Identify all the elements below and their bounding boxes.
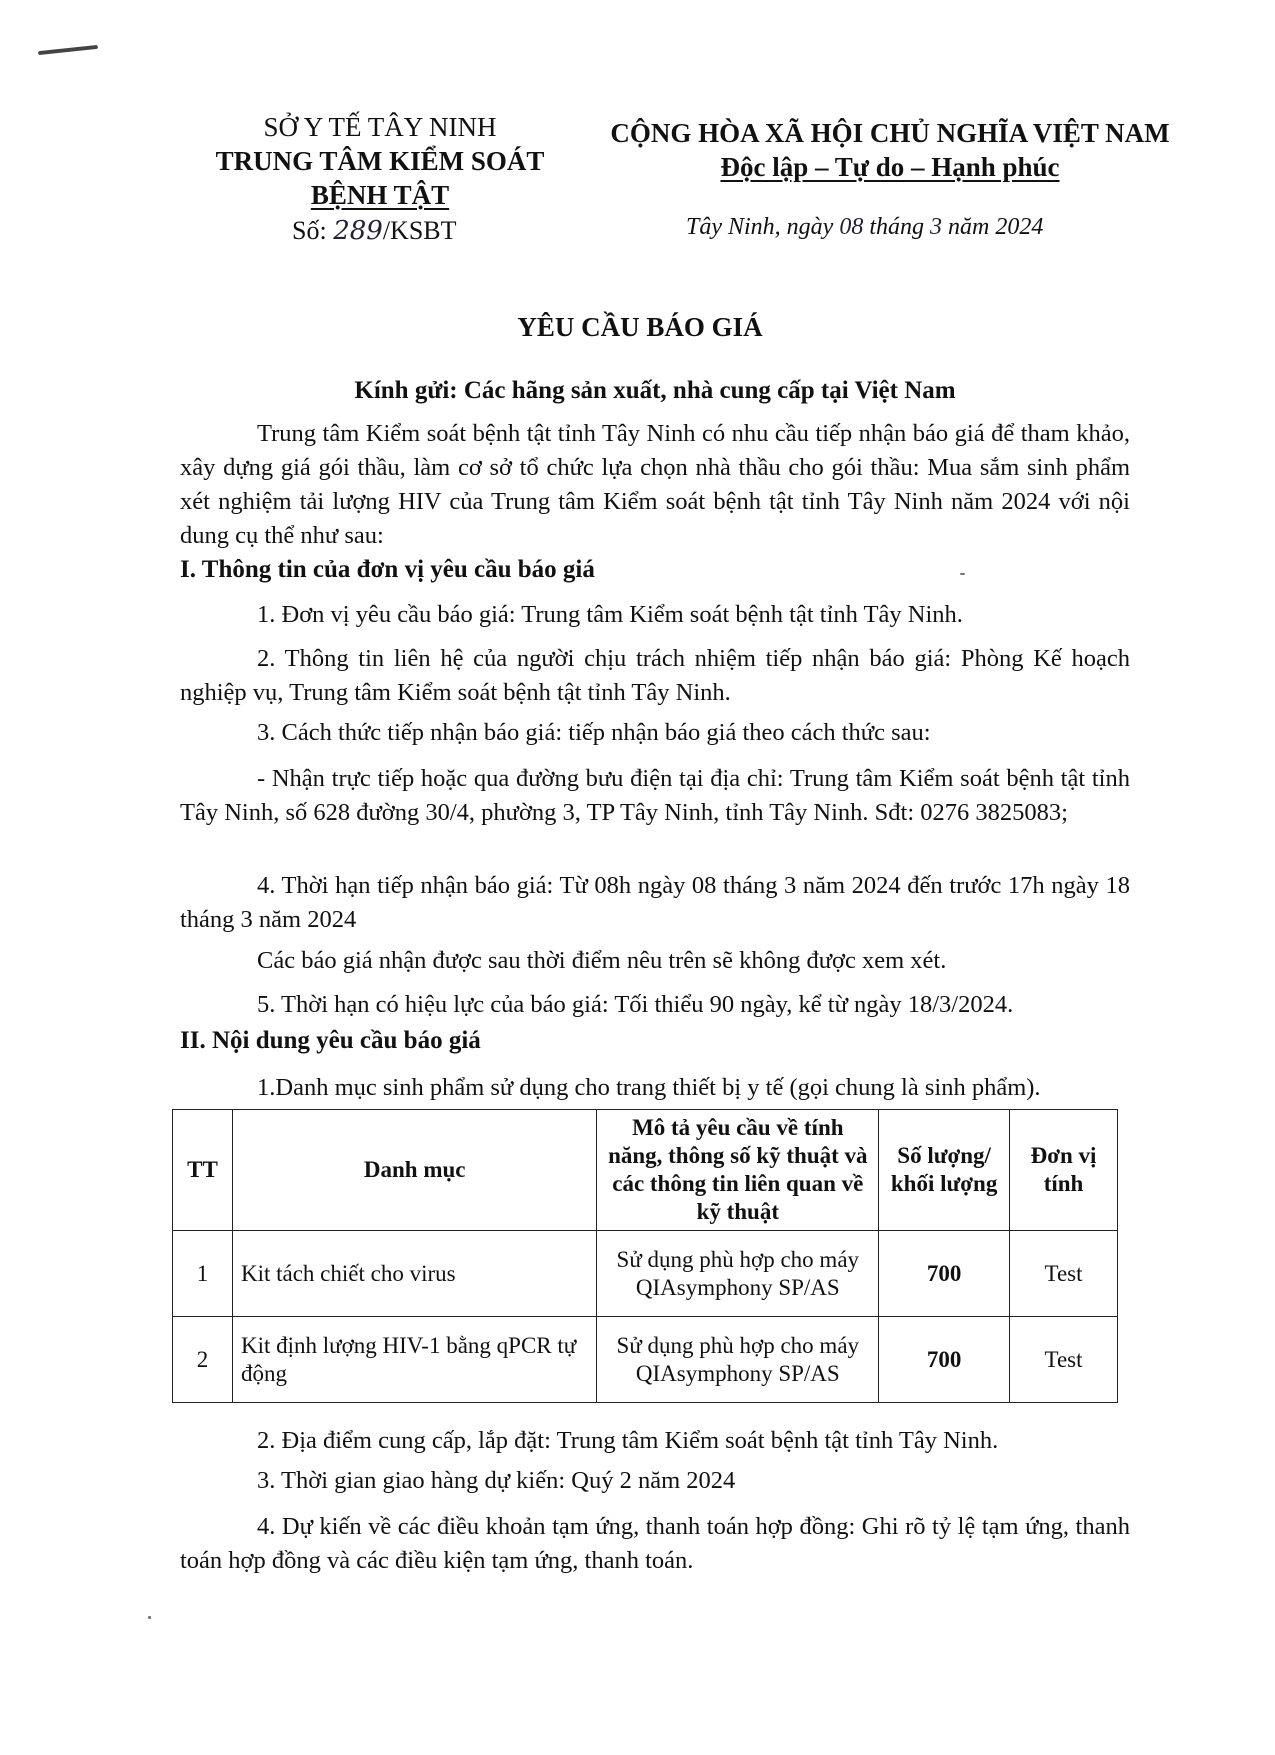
date-day: 08: [839, 214, 864, 240]
section1-heading: I. Thông tin của đơn vị yêu cầu báo giá: [180, 556, 595, 583]
cell-quantity: 700: [879, 1317, 1010, 1403]
agency-name: TRUNG TÂM KIỂM SOÁT: [215, 146, 545, 176]
header-tt: TT: [173, 1110, 233, 1231]
agency-name-cont: BỆNH TẬT: [310, 180, 450, 210]
cell-item: Kit tách chiết cho virus: [232, 1231, 596, 1317]
cell-unit: Test: [1010, 1231, 1118, 1317]
date-place: Tây Ninh, ngày: [686, 214, 834, 240]
section1-item3: 3. Cách thức tiếp nhận báo giá: tiếp nhận báo giá theo cách thức sau:: [257, 719, 931, 746]
number-handwritten: 289: [333, 216, 383, 246]
document-date: [686, 210, 1206, 244]
agency-parent: SỞ Y TẾ TÂY NINH: [263, 112, 497, 142]
scan-speck: [960, 573, 965, 575]
section2-item3: 3. Thời gian giao hàng dự kiến: Quý 2 năm 2024: [257, 1467, 736, 1494]
cell-item: Kit định lượng HIV-1 bằng qPCR tự động: [232, 1317, 596, 1403]
cell-description: Sử dụng phù hợp cho máy QIAsymphony SP/AS: [597, 1317, 879, 1403]
date-year: năm 2024: [948, 214, 1044, 240]
national-header: [590, 116, 1190, 184]
recipient-line: Kính gửi: Các hãng sản xuất, nhà cung cấp tại Việt Nam: [354, 377, 956, 404]
agency-header: [190, 110, 570, 212]
section1-item4: 4. Thời hạn tiếp nhận báo giá: Từ 08h ngày 08 tháng 3 năm 2024 đến trước 17h ngày 18 tháng 3 năm 2024: [180, 872, 1130, 933]
pen-stroke-mark: [38, 45, 98, 55]
cell-unit: Test: [1010, 1317, 1118, 1403]
section1-item3-detail: - Nhận trực tiếp hoặc qua đường bưu điện tại địa chỉ: Trung tâm Kiểm soát bệnh tật tỉnh Tây Ninh, số 628 đường 30/4, phường 3, TP Tây Ninh, tỉnh Tây Ninh. Sđt: 0276 3825083;: [180, 765, 1130, 826]
section2-item2: 2. Địa điểm cung cấp, lắp đặt: Trung tâm Kiểm soát bệnh tật tỉnh Tây Ninh.: [257, 1427, 999, 1454]
header-item: Danh mục: [232, 1110, 596, 1231]
cell-description: Sử dụng phù hợp cho máy QIAsymphony SP/AS: [597, 1231, 879, 1317]
table-row: [173, 1317, 1118, 1403]
date-month: 3: [930, 214, 942, 240]
section1-item2: 2. Thông tin liên hệ của người chịu trách nhiệm tiếp nhận báo giá: Phòng Kế hoạch nghiệp vụ, Trung tâm Kiểm soát bệnh tật tỉnh Tây Ninh.: [180, 645, 1130, 706]
number-label: Số:: [292, 216, 327, 245]
number-suffix: /KSBT: [382, 216, 457, 245]
section1-item5: 5. Thời hạn có hiệu lực của báo giá: Tối thiểu 90 ngày, kể từ ngày 18/3/2024.: [257, 991, 1014, 1018]
header-unit: Đơn vị tính: [1010, 1110, 1118, 1231]
national-motto: Độc lập – Tự do – Hạnh phúc: [720, 152, 1060, 182]
section1-item4-note: Các báo giá nhận được sau thời điểm nêu trên sẽ không được xem xét.: [257, 947, 947, 974]
header-quantity: Số lượng/ khối lượng: [879, 1110, 1010, 1231]
document-number: [292, 214, 592, 248]
section2-item1: 1.Danh mục sinh phẩm sử dụng cho trang thiết bị y tế (gọi chung là sinh phẩm).: [257, 1074, 1041, 1101]
cell-tt: 2: [173, 1317, 233, 1403]
section2-heading: II. Nội dung yêu cầu báo giá: [180, 1027, 481, 1054]
date-month-label: tháng: [869, 214, 924, 240]
national-title: CỘNG HÒA XÃ HỘI CHỦ NGHĨA VIỆT NAM: [610, 118, 1170, 148]
section1-item1: 1. Đơn vị yêu cầu báo giá: Trung tâm Kiểm soát bệnh tật tỉnh Tây Ninh.: [257, 601, 963, 628]
table-header-row: [173, 1110, 1118, 1231]
section2-item4: 4. Dự kiến về các điều khoản tạm ứng, thanh toán hợp đồng: Ghi rõ tỷ lệ tạm ứng, thanh toán hợp đồng và các điều kiện tạm ứng, thanh toán.: [180, 1513, 1130, 1574]
table-row: [173, 1231, 1118, 1317]
motto-wrap: [590, 150, 1190, 184]
scan-speck: [148, 1616, 151, 1619]
document-title: YÊU CẦU BÁO GIÁ: [517, 312, 763, 342]
cell-quantity: 700: [879, 1231, 1010, 1317]
intro-paragraph: Trung tâm Kiểm soát bệnh tật tỉnh Tây Ninh có nhu cầu tiếp nhận báo giá để tham khảo, xây dựng giá gói thầu, làm cơ sở tổ chức lựa chọn nhà thầu cho gói thầu: Mua sắm sinh phẩm xét nghiệm tải lượng HIV của Trung tâm Kiểm soát bệnh tật tỉnh Tây Ninh năm 2024 với nội dung cụ thể như sau:: [180, 420, 1130, 549]
items-table: [172, 1109, 1118, 1403]
cell-tt: 1: [173, 1231, 233, 1317]
header-description: Mô tả yêu cầu về tính năng, thông số kỹ thuật và các thông tin liên quan về kỹ thuật: [597, 1110, 879, 1231]
